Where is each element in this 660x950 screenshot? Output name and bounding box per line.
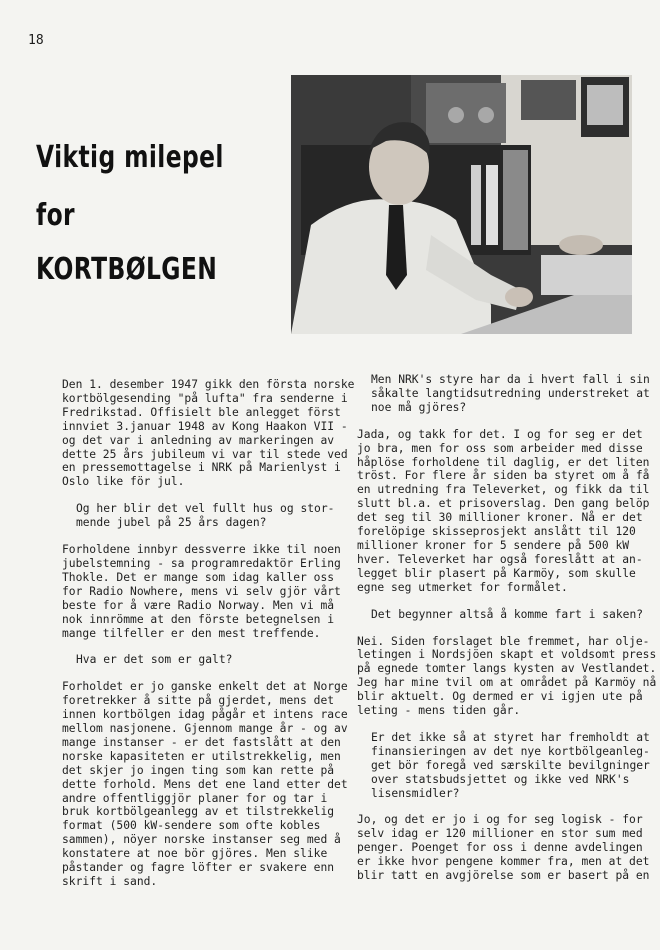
right-column <box>357 373 657 896</box>
question: Det begynner altså å komme fart i saken? <box>371 607 644 621</box>
paragraph: Forholdet er jo ganske enkelt det at Norge foretrekker å sitte på gjerdet, mens det innen kortbölgen idag pågår et intens race mellom nasjonene. Gjennom mange år - og av mange instanser - er det fastslått at den norske kapasiteten er utilstrekkelig, men det skjer jo ingen ting som kan rette på dette forhold. Mens det ene land etter det andre offentliggjör planer for og tar i bruk kortbölgeanlegg av et tilstrekkelig format (500 kW-sendere som ofte kobles sammen), nöyer norske instanser seg med å konstatere at noe bör gjöres. Men slike påstander og fagre löfter er svakere enn skrift i sand. <box>62 680 348 888</box>
paragraph: Jo, og det er jo i og for seg logisk - for selv idag er 120 millioner en stor sum med penger. Poenget for oss i denne avdelingen er ikke hvor pengene kommer fra, men at det blir tatt en avgjörelse som er basert på en <box>357 813 650 883</box>
page-number: 18 <box>28 33 44 48</box>
paragraph: Jada, og takk for det. I og for seg er det jo bra, men for oss som arbeider med disse håplöse forholdene til daglig, er det liten tröst. For flere år siden ba styret om å få en utredning fra Televerket, og fikk da til slutt bl.a. et prisoverslag. Den gang belöp det seg til 30 millioner kroner. Nå er det forelöpige skisseprosjekt anslått til 120 millioner kroner for 5 sendere på 500 kW hver. Televerket har også foreslått at an- legget blir plasert på Karmöy, som skulle egne seg utmerket for formålet. <box>357 427 650 594</box>
paragraph: Nei. Siden forslaget ble fremmet, har olje- letingen i Nordsjöen skapt et voldsomt press på egnede tomter langs kysten av Vestlandet. Jeg har mine tvil om at området på Karmöy nå blir aktuelt. Og dermed er vi igjen ute på leting - mens tiden går. <box>357 634 657 718</box>
headline-line-2: for <box>36 198 75 233</box>
photo-illustration <box>291 75 632 334</box>
headline-line-1: Viktig milepel <box>36 140 224 175</box>
question: Og her blir det vel fullt hus og stor- mende jubel på 25 års dagen? <box>76 502 335 530</box>
question: Men NRK's styre har da i hvert fall i sin såkalte langtidsutredning understreket at noe må gjöres? <box>371 373 650 414</box>
paragraph: Den 1. desember 1947 gikk den första norske kortbölgesending "på lufta" fra senderne i Fredrikstad. Offisielt ble anlegget först innviet 3.januar 1948 av Kong Haakon VII - og det var i anledning av markeringen av dette 25 års jubileum vi var til stede ved en pressemottagelse i NRK på Marienlyst i Oslo like för jul. <box>62 378 355 489</box>
question: Er det ikke så at styret har fremholdt at finansieringen av det nye kortbölgeanleg- get bör foregå ved særskilte bevilgninger over statsbudsjettet og ikke ved NRK's lisensmidler? <box>371 730 650 800</box>
photo-man-at-desk-icon <box>291 75 632 334</box>
paragraph: Forholdene innbyr dessverre ikke til noen jubelstemning - sa programredaktör Erling Thokle. Det er mange som idag kaller oss for Radio Nowhere, mens vi selv gjör vårt beste for å være Radio Norway. Men vi må nok innrömme at den förste betegnelsen i mange tilfeller er den mest treffende. <box>62 543 341 640</box>
headline-line-3: KORTBØLGEN <box>36 252 218 287</box>
question: Hva er det som er galt? <box>76 653 233 667</box>
left-column <box>62 378 355 902</box>
